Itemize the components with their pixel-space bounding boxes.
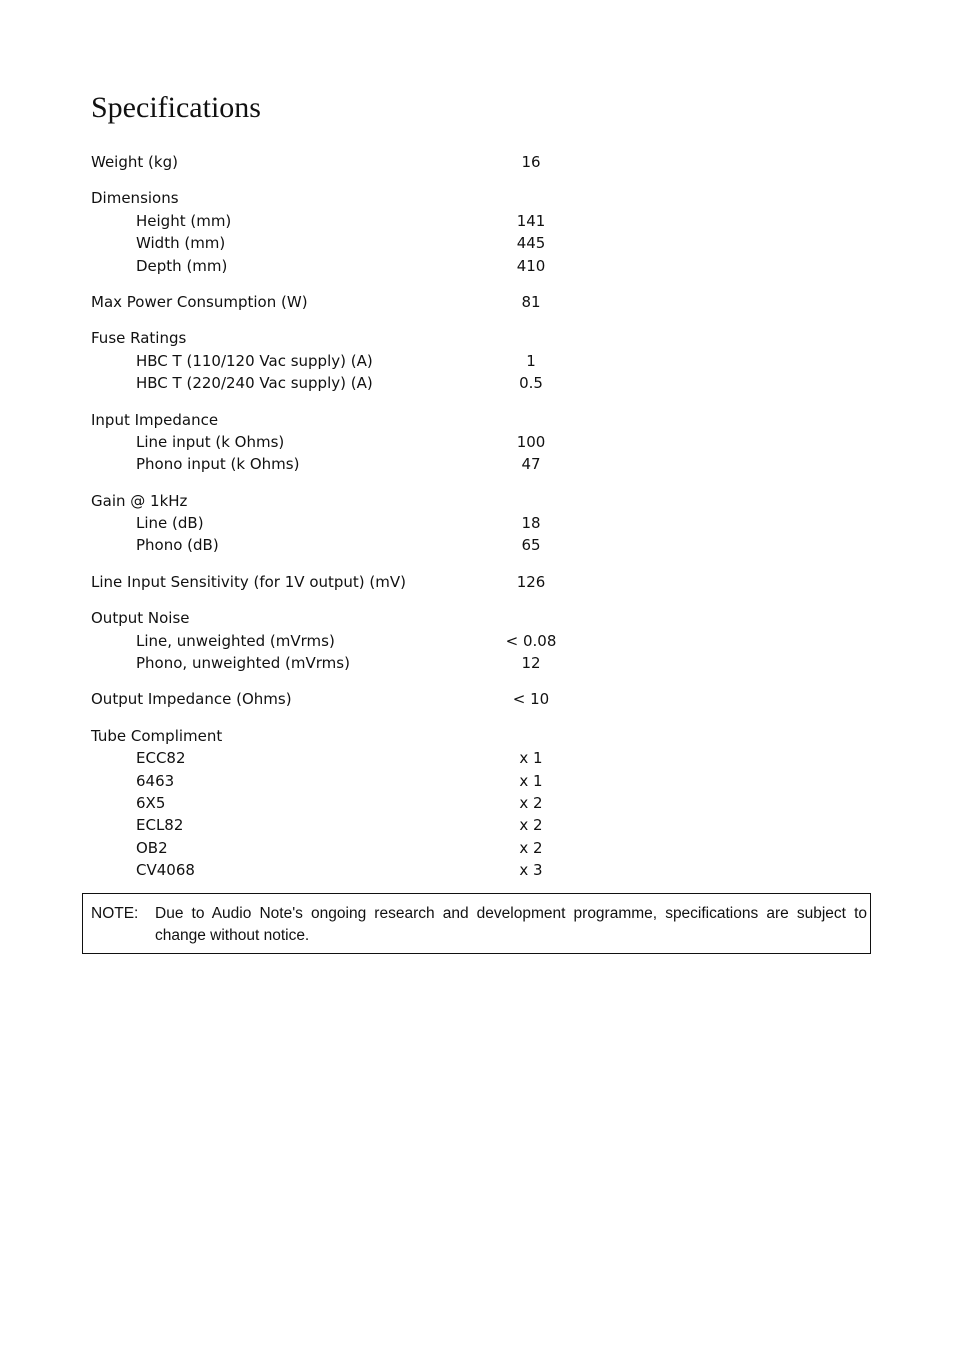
spec-value: x 1 [519, 749, 543, 768]
spec-group [91, 409, 611, 476]
spec-sublabel: Line (dB) [136, 514, 204, 533]
spec-sublabel: Line input (k Ohms) [136, 432, 285, 451]
spec-group [91, 490, 611, 557]
spec-label: Input Impedance [91, 410, 219, 429]
spec-subrow [91, 210, 611, 232]
spec-group [91, 725, 611, 882]
spec-subrow [91, 431, 611, 453]
note-text: Due to Audio Note's ongoing research and development programme, specifications are subject to change without notice. [155, 905, 867, 944]
spec-row [91, 571, 611, 593]
spec-value: 12 [521, 654, 541, 673]
spec-value: 141 [516, 211, 546, 230]
spec-subrow [91, 747, 611, 769]
spec-subrow [91, 630, 611, 652]
spec-value: 410 [516, 256, 546, 275]
spec-value: 18 [521, 514, 541, 533]
spec-sublabel: Line, unweighted (mVrms) [136, 631, 335, 650]
note-label: NOTE: [91, 905, 139, 922]
spec-subrow [91, 372, 611, 394]
spec-label: Fuse Ratings [91, 329, 187, 348]
page-title: Specifications [91, 91, 261, 124]
spec-label: Max Power Consumption (W) [91, 292, 308, 311]
spec-value: 0.5 [519, 374, 543, 393]
spec-group [91, 291, 611, 313]
spec-subrow [91, 814, 611, 836]
spec-label: Output Noise [91, 609, 190, 628]
spec-label: Weight (kg) [91, 153, 178, 171]
spec-subrow [91, 453, 611, 475]
spec-value: x 2 [519, 838, 543, 857]
spec-row [91, 725, 611, 747]
spec-group [91, 151, 611, 173]
spec-value: < 0.08 [505, 631, 557, 650]
spec-value: 65 [521, 536, 541, 555]
spec-sublabel: HBC T (220/240 Vac supply) (A) [136, 374, 373, 393]
spec-subrow [91, 859, 611, 881]
spec-subrow [91, 350, 611, 372]
spec-group [91, 607, 611, 674]
spec-label: Line Input Sensitivity (for 1V output) (mV) [91, 572, 406, 591]
spec-row [91, 607, 611, 629]
specifications-list [91, 151, 611, 896]
spec-sublabel: Height (mm) [136, 211, 232, 230]
spec-sublabel: 6463 [136, 771, 175, 790]
spec-value: x 3 [519, 861, 543, 880]
spec-group [91, 327, 611, 394]
spec-group [91, 688, 611, 710]
spec-group [91, 571, 611, 593]
spec-value: x 2 [519, 816, 543, 835]
spec-row [91, 409, 611, 431]
spec-subrow [91, 837, 611, 859]
spec-sublabel: Width (mm) [136, 234, 226, 253]
spec-row [91, 291, 611, 313]
spec-row [91, 490, 611, 512]
note-box [82, 893, 871, 954]
spec-subrow [91, 512, 611, 534]
spec-subrow [91, 255, 611, 277]
spec-subrow [91, 792, 611, 814]
spec-sublabel: Phono input (k Ohms) [136, 455, 300, 474]
spec-sublabel: CV4068 [136, 861, 195, 880]
spec-value: < 10 [512, 690, 550, 709]
spec-value: 100 [516, 432, 546, 451]
spec-sublabel: HBC T (110/120 Vac supply) (A) [136, 351, 373, 370]
spec-value: 1 [526, 351, 536, 370]
spec-row [91, 688, 611, 710]
spec-value: 81 [521, 292, 541, 311]
spec-sublabel: OB2 [136, 838, 168, 857]
spec-sublabel: Phono (dB) [136, 536, 219, 555]
spec-value: 445 [516, 234, 546, 253]
spec-subrow [91, 534, 611, 556]
spec-sublabel: Depth (mm) [136, 256, 228, 275]
spec-group [91, 187, 611, 277]
spec-value: x 1 [519, 771, 543, 790]
spec-row [91, 327, 611, 349]
spec-label: Gain @ 1kHz [91, 491, 188, 510]
spec-subrow [91, 652, 611, 674]
spec-label: Tube Compliment [91, 726, 223, 745]
spec-row [91, 187, 611, 209]
spec-subrow [91, 770, 611, 792]
spec-label: Dimensions [91, 189, 179, 208]
spec-value: x 2 [519, 793, 543, 812]
spec-row [91, 151, 611, 173]
spec-subrow [91, 232, 611, 254]
spec-value: 16 [521, 153, 541, 171]
spec-sublabel: 6X5 [136, 793, 166, 812]
spec-value: 47 [521, 455, 541, 474]
spec-label: Output Impedance (Ohms) [91, 690, 292, 709]
spec-sublabel: ECL82 [136, 816, 184, 835]
spec-sublabel: ECC82 [136, 749, 186, 768]
spec-value: 126 [516, 572, 546, 591]
spec-sublabel: Phono, unweighted (mVrms) [136, 654, 350, 673]
